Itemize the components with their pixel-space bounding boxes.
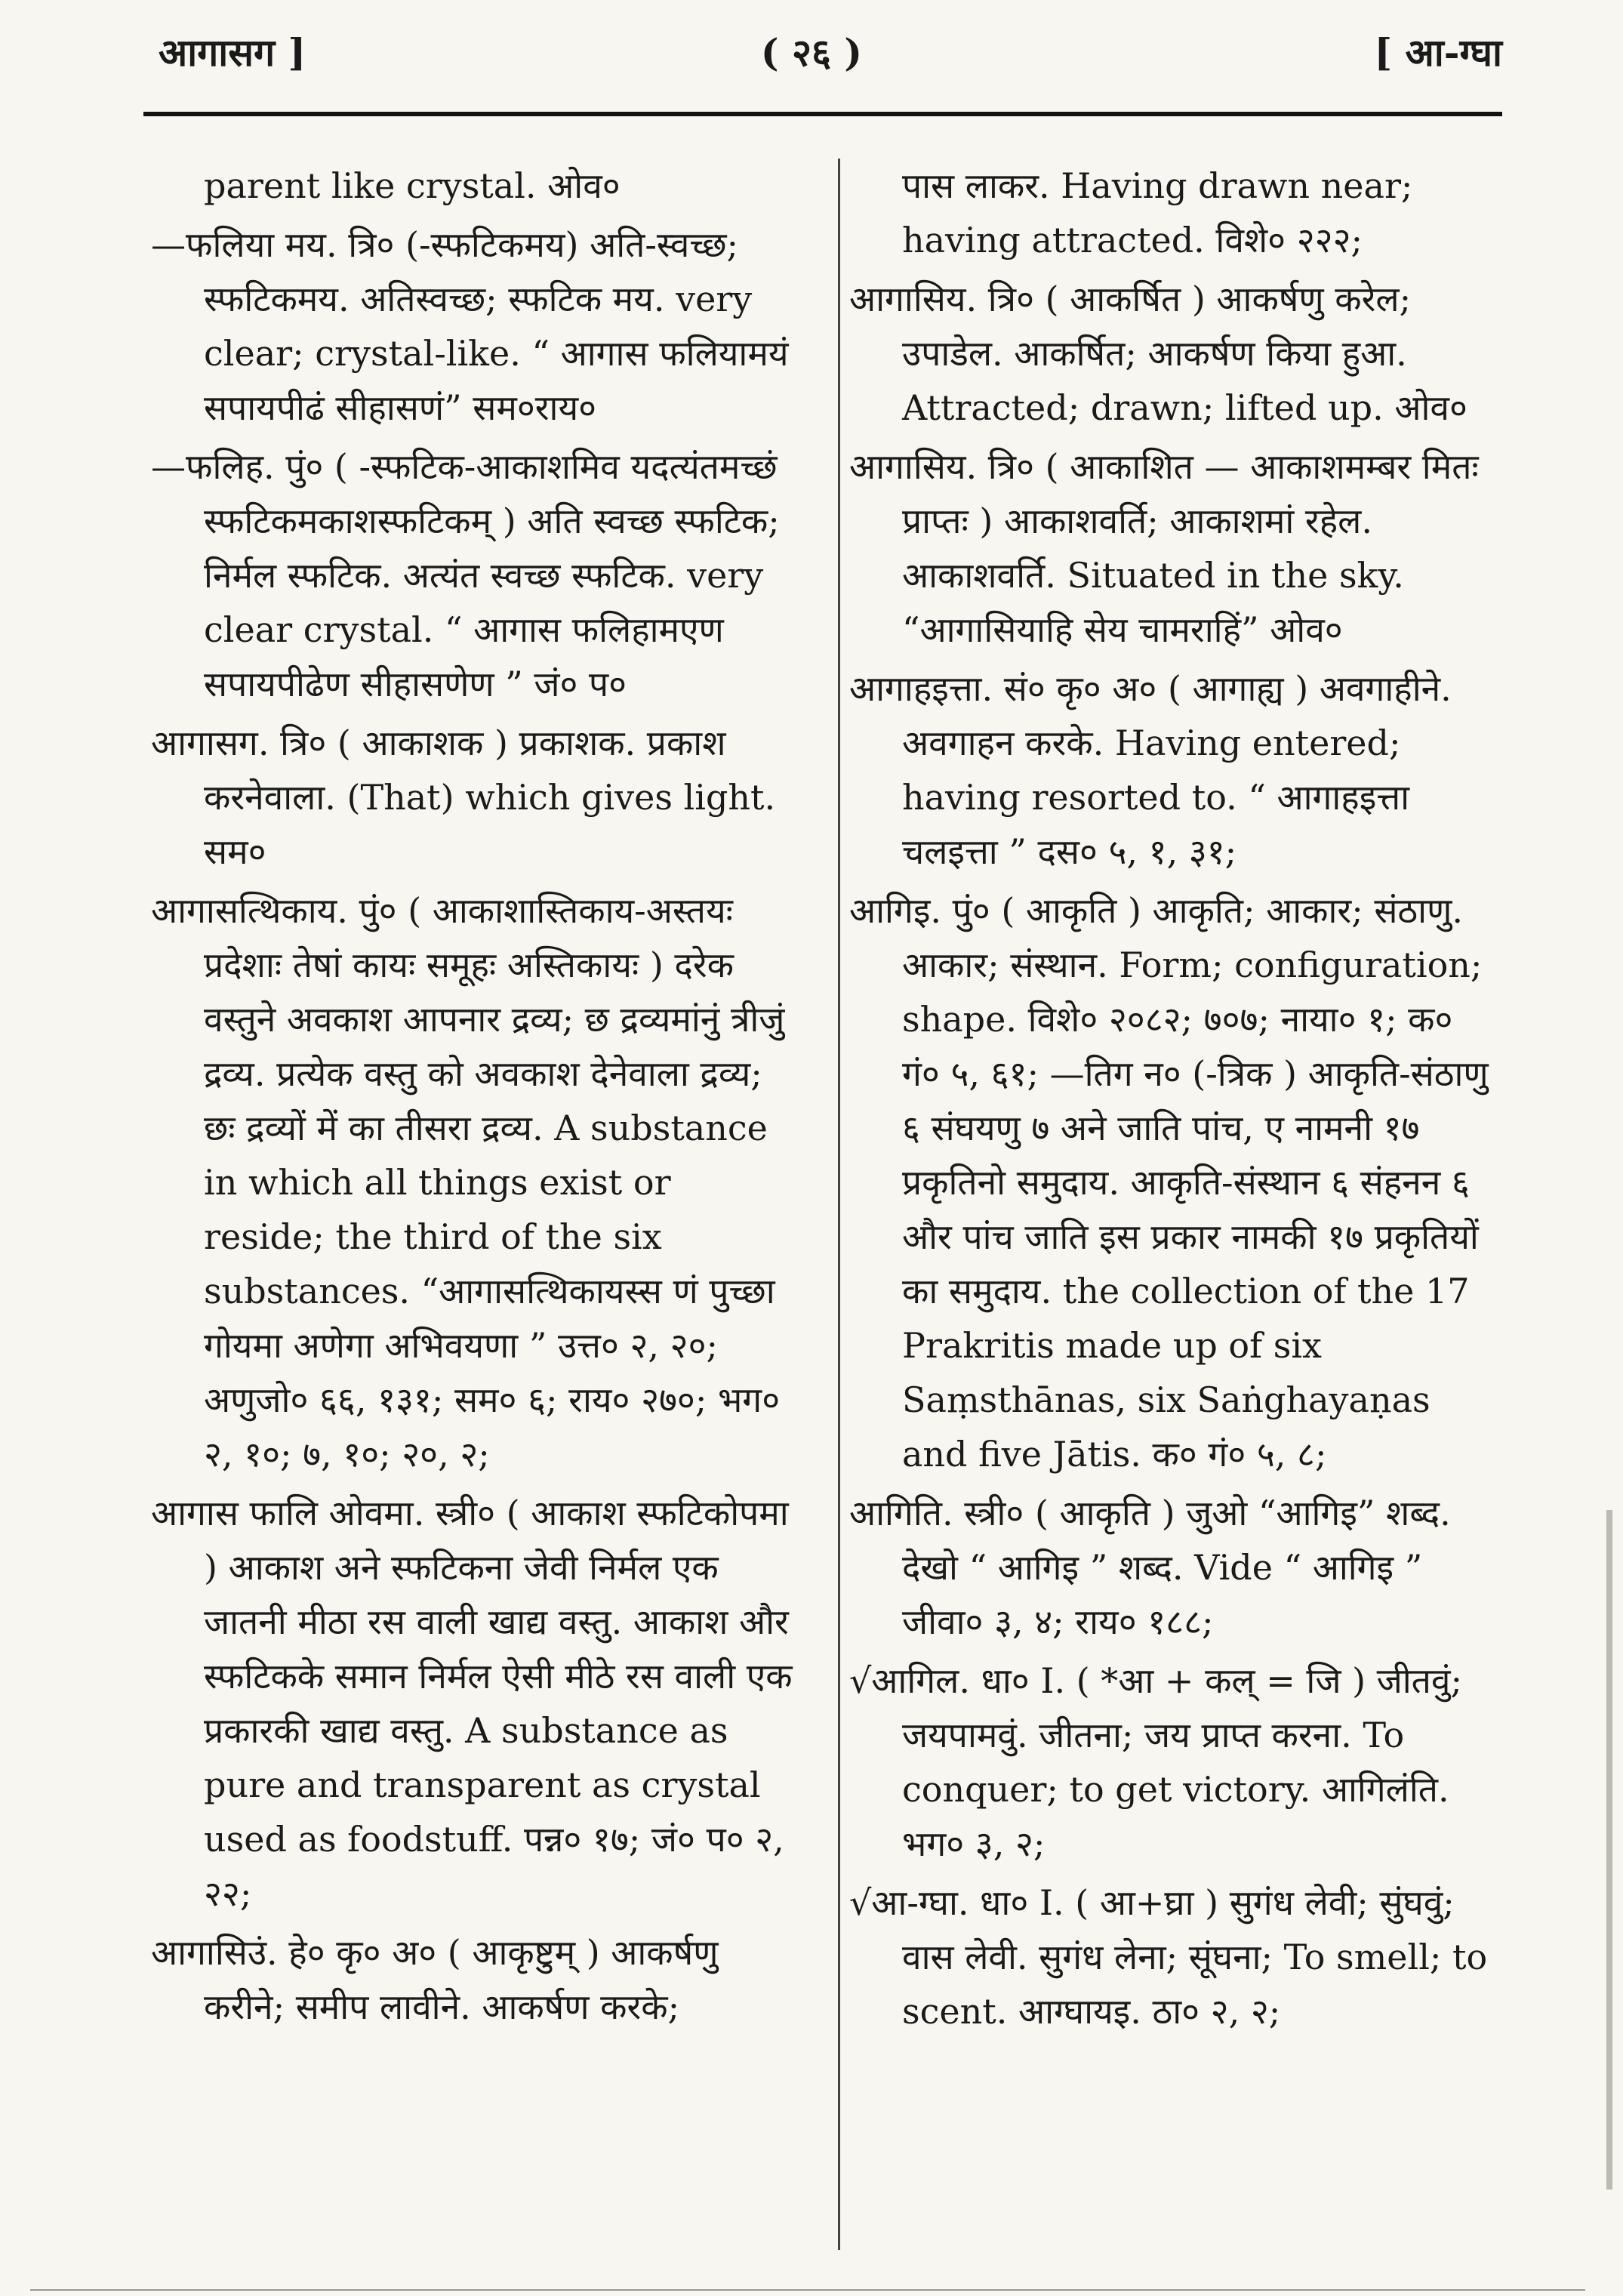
- column-divider: [838, 159, 840, 2250]
- dictionary-entry: आगासग. त्रि० ( आकाशक ) प्रकाशक. प्रकाश करनेवाला. (That) which gives light. सम०: [151, 723, 776, 872]
- dictionary-entry: आगासिउं. हे० कृ० अ० ( आकृष्टुम् ) आकर्षणु करीने; समीप लावीने. आकर्षण करके;: [151, 1932, 719, 2027]
- dictionary-entry: √आ-ग्घा. धा० I. ( आ+घ्रा ) सुगंध लेवी; सुंघवुं; वास लेवी. सुगंध लेना; सूंघना; To smell; to scent. आग्घायइ. ठा० २, २;: [849, 1882, 1488, 2032]
- dictionary-entry-continuation: parent like crystal. ओव०: [204, 165, 621, 206]
- dictionary-entry: आगासत्थिकाय. पुं० ( आकाशास्तिकाय-अस्तयः प्रदेशाः तेषां कायः समूहः अस्तिकायः ) दरेक वस्तुने अवकाश आपनार द्रव्य; छ द्रव्यमांनुं त्रीजुं द्रव्य. प्रत्येक वस्तु को अवकाश देनेवाला द्रव्य; छः द्रव्यों में का तीसरा द्रव्य. A substance in which all things exist or reside; the third of the six substances. “आगासत्थिकायस्स णं पुच्छा गोयमा अणेगा अभिवयणा ” उत्त० २, २०; अणुजो० ६६, १३१; सम० ६; राय० २७०; भग० २, १०; ७, १०; २०, २;: [151, 890, 785, 1475]
- dictionary-entry: आगासिय. त्रि० ( आकाशित — आकाशमम्बर मितः प्राप्तः ) आकाशवर्ति; आकाशमां रहेल. आकाशवर्ति. Situated in the sky. “आगासियाहि सेय चामराहिं” ओव०: [849, 446, 1479, 650]
- dictionary-entry: आगिइ. पुं० ( आकृति ) आकृति; आकार; संठाणु. आकार; संस्थान. Form; configuration; shape. विशे० २०८२; ७०७; नाया० १; क० गं० ५, ६१; —तिग न० (-त्रिक ) आकृति-संठाणु ६ संघयणु ७ अने जाति पांच, ए नामनी १७ प्रकृतिनो समुदाय. आकृति-संस्थान ६ संहनन ६ और पांच जाति इस प्रकार नामकी १७ प्रकृतियों का समुदाय. the collection of the 17 Prakritis made up of six Saṃsthānas, six Saṅghayaṇas and five Jātis. क० गं० ५, ८;: [849, 890, 1489, 1475]
- page-number: ( २६ ): [760, 30, 863, 75]
- dictionary-entry: —फलिया मय. त्रि० (-स्फटिकमय) अति-स्वच्छ; स्फटिकमय. अतिस्वच्छ; स्फटिक मय. very clear; crystal-like. “ आगास फलियामयं सपायपीढं सीहासणं” सम०राय०: [151, 224, 789, 428]
- dictionary-entry: —फलिह. पुं० ( -स्फटिक-आकाशमिव यदत्यंतमच्छं स्फटिकमकाशस्फटिकम् ) अति स्वच्छ स्फटिक; निर्मल स्फटिक. अत्यंत स्वच्छ स्फटिक. very clear crystal. “ आगास फलिहामएण सपायपीढेण सीहासणेण ” जं० प०: [151, 446, 780, 704]
- bottom-scan-edge: [30, 2289, 1585, 2291]
- binding-edge-mark: [1606, 1510, 1612, 2190]
- header-left-guideword: आगासग ]: [159, 30, 306, 75]
- left-column: [151, 159, 796, 2039]
- dictionary-entry-continuation: पास लाकर. Having drawn near; having attracted. विशे० २२२;: [902, 165, 1413, 260]
- header-rule: [143, 112, 1502, 116]
- dictionary-entry: आगाहइत्ता. सं० कृ० अ० ( आगाह्य ) अवगाहीने. अवगाहन करके. Having entered; having resorted to. “ आगाहइत्ता चलइत्ता ” दस० ५, १, ३१;: [849, 668, 1452, 872]
- dictionary-entry: आगासिय. त्रि० ( आकर्षित ) आकर्षणु करेल; उपाडेल. आकर्षित; आकर्षण किया हुआ. Attracted; drawn; lifted up. ओव०: [849, 279, 1467, 428]
- dictionary-entry: √आगिल. धा० I. ( *आ + कल् = जि ) जीतवुं; जयपामवुं. जीतना; जय प्राप्त करना. To conquer; to get victory. आगिलंति. भग० ३, २;: [849, 1660, 1462, 1864]
- dictionary-entry: आगिति. स्त्री० ( आकृति ) जुओ “आगिइ” शब्द. देखो “ आगिइ ” शब्द. Vide “ आगिइ ” जीवा० ३, ४; राय० १८८;: [849, 1493, 1451, 1642]
- right-column: [849, 159, 1495, 2043]
- header-right-guideword: [ आ-ग्घा: [1374, 30, 1502, 75]
- page-header: [0, 0, 1623, 121]
- dictionary-entry: आगास फालि ओवमा. स्त्री० ( आकाश स्फटिकोपमा ) आकाश अने स्फटिकना जेवी निर्मल एक जातनी मीठा रस वाली खाद्य वस्तु. आकाश और स्फटिकके समान निर्मल ऐसी मीठे रस वाली एक प्रकारकी खाद्य वस्तु. A substance as pure and transparent as crystal used as foodstuff. पन्न० १७; जं० प० २, २२;: [151, 1493, 793, 1914]
